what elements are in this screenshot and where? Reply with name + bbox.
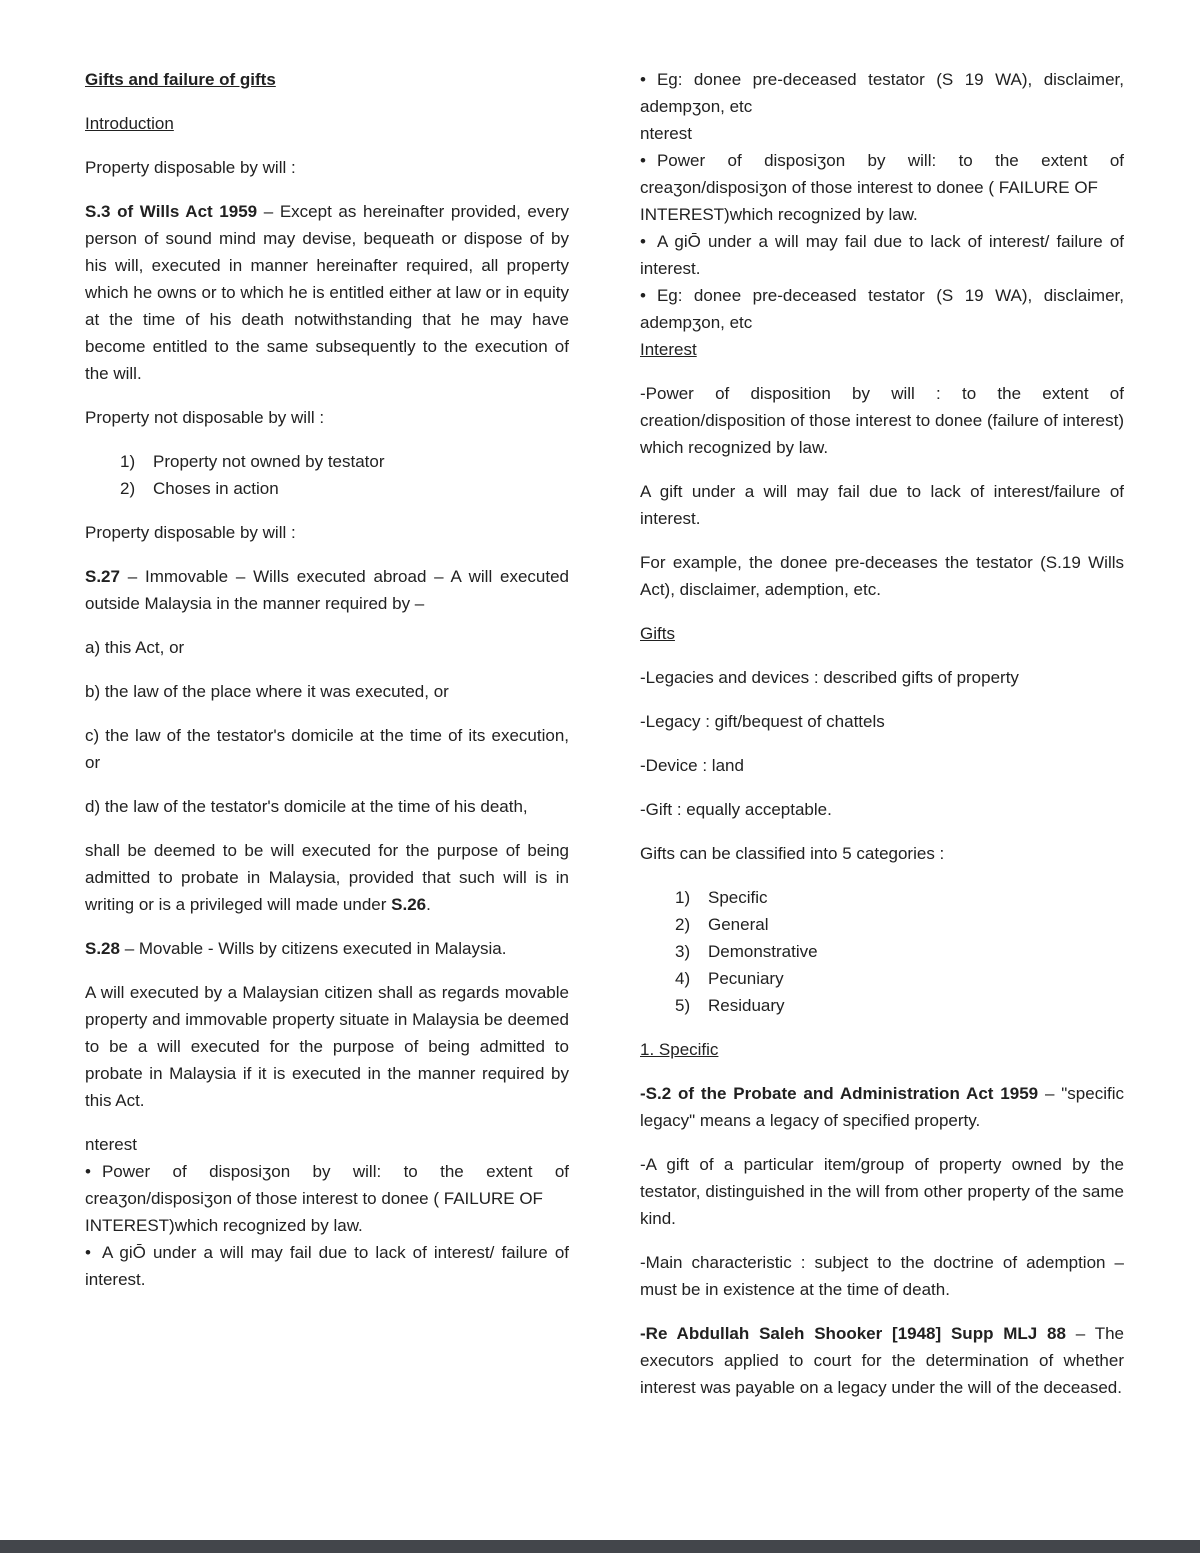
numbered-list (640, 884, 1124, 1019)
paragraph (85, 678, 569, 705)
footer-bar (0, 1540, 1200, 1553)
text-run: – "specific legacy" means a legacy of specified property. (640, 1084, 1124, 1130)
bullet-icon: • (640, 151, 646, 170)
text-run: -A gift of a particular item/group of property owned by the testator, distinguished in the will from other property of the same kind. (640, 1155, 1124, 1228)
numbered-list (85, 448, 569, 502)
list-item-text: Property not owned by testator (153, 452, 385, 471)
text-run: INTEREST)which recognized by law. (85, 1216, 363, 1235)
paragraph (640, 478, 1124, 532)
list-item-text: General (708, 915, 769, 934)
text-run: For example, the donee pre-deceases the testator (S.19 Wills Act), disclaimer, ademption, etc. (640, 553, 1124, 599)
text-run: – Movable - Wills by citizens executed in Malaysia. (119, 939, 507, 958)
text-run: d) the law of the testator's domicile at the time of his death, (85, 797, 528, 816)
paragraph (640, 1249, 1124, 1303)
list-item-text: Residuary (708, 996, 785, 1015)
list-item-text: Choses in action (153, 479, 279, 498)
text-run: nterest (640, 124, 692, 143)
text-run: -Main characteristic : subject to the doctrine of ademption – must be in existence at the time of death. (640, 1253, 1124, 1299)
paragraph (85, 979, 569, 1114)
right-column (640, 66, 1124, 1418)
paragraph (85, 1131, 569, 1158)
bullet-item (85, 1239, 569, 1293)
text-run: – Immovable – Wills executed abroad – A will executed outside Malaysia in the manner required by – (85, 567, 569, 613)
text-run: shall be deemed to be will executed for the purpose of being admitted to probate in Malaysia, provided that such will is in writing or is a privileged will made under (85, 841, 569, 914)
paragraph (640, 549, 1124, 603)
bullet-icon: • (85, 1243, 91, 1262)
paragraph (640, 201, 1124, 228)
text-run: nterest (85, 1135, 137, 1154)
paragraph (640, 1320, 1124, 1401)
list-number: 5) (675, 996, 691, 1015)
text-run: A will executed by a Malaysian citizen shall as regards movable property and immovable property situate in Malaysia be deemed to be a will executed for the purpose of being admitted to probate in Malaysia if it is executed in the manner required by this Act. (85, 983, 569, 1110)
text-run: b) the law of the place where it was executed, or (85, 682, 449, 701)
list-number: 3) (675, 942, 691, 961)
paragraph (640, 380, 1124, 461)
section-heading: Interest (640, 340, 697, 359)
paragraph (85, 793, 569, 820)
bullet-icon: • (640, 232, 646, 251)
paragraph (85, 837, 569, 918)
section-heading: Gifts (640, 624, 675, 643)
bullet-icon: • (85, 1162, 91, 1181)
text-run: Eg: donee pre-deceased testator (S 19 WA), disclaimer, adempʒon, etc (640, 286, 1124, 332)
bold-text-run: S.26 (391, 895, 427, 914)
text-run: Power of disposiʒon by will: to the extent of creaʒon/disposiʒon of those interest to donee ( FAILURE OF (85, 1162, 569, 1208)
paragraph (640, 840, 1124, 867)
bold-text-run: S.27 (85, 567, 120, 586)
text-run: Gifts can be classified into 5 categories : (640, 844, 945, 863)
list-number: 4) (675, 969, 691, 988)
list-item (120, 448, 569, 475)
paragraph (640, 752, 1124, 779)
text-run: INTEREST)which recognized by law. (640, 205, 918, 224)
text-run: c) the law of the testator's domicile at the time of its execution, or (85, 726, 569, 772)
text-run: Property disposable by will : (85, 523, 296, 542)
bold-text-run: -Re Abdullah Saleh Shooker [1948] Supp MLJ 88 (640, 1324, 1066, 1343)
paragraph (85, 563, 569, 617)
text-run: . (426, 895, 431, 914)
paragraph (640, 1080, 1124, 1134)
paragraph (85, 722, 569, 776)
paragraph (640, 796, 1124, 823)
list-item-text: Demonstrative (708, 942, 818, 961)
bold-text-run: -S.2 of the Probate and Administration Act 1959 (640, 1084, 1039, 1103)
list-item-text: Pecuniary (708, 969, 784, 988)
list-item (120, 475, 569, 502)
list-number: 2) (120, 479, 136, 498)
list-number: 2) (675, 915, 691, 934)
paragraph (640, 708, 1124, 735)
list-item-text: Specific (708, 888, 768, 907)
bold-text-run: S.3 of Wills Act 1959 (85, 202, 258, 221)
paragraph (85, 198, 569, 387)
paragraph (85, 154, 569, 181)
bullet-icon: • (640, 70, 646, 89)
text-run: Property not disposable by will : (85, 408, 325, 427)
text-run: -Device : land (640, 756, 744, 775)
paragraph (640, 1151, 1124, 1232)
text-run: A giŌ under a will may fail due to lack of interest/ failure of interest. (85, 1243, 569, 1289)
text-run: – The executors applied to court for the determination of whether interest was payable on a legacy under the will of the deceased. (640, 1324, 1125, 1397)
paragraph (640, 664, 1124, 691)
list-item (675, 965, 1124, 992)
text-run: -Power of disposition by will : to the extent of creation/disposition of those interest to donee (failure of interest) which recognized by law. (640, 384, 1124, 457)
text-run: a) this Act, or (85, 638, 185, 657)
text-run: Power of disposiʒon by will: to the extent of creaʒon/disposiʒon of those interest to donee ( FAILURE OF (640, 151, 1124, 197)
paragraph (85, 519, 569, 546)
paragraph (85, 935, 569, 962)
text-run: – Except as hereinafter provided, every person of sound mind may devise, bequeath or dispose of by his will, executed in manner hereinafter required, all property which he owns or to which he is entitled either at law or in equity at the time of his death notwithstanding that he may have become entitled to the same subsequently to the execution of the will. (85, 202, 569, 383)
text-run: A giŌ under a will may fail due to lack of interest/ failure of interest. (640, 232, 1124, 278)
list-item (675, 884, 1124, 911)
document-title: Gifts and failure of gifts (85, 70, 276, 89)
text-run: Property disposable by will : (85, 158, 296, 177)
text-run: Eg: donee pre-deceased testator (S 19 WA), disclaimer, adempʒon, etc (640, 70, 1124, 116)
bullet-item (85, 1158, 569, 1212)
paragraph (85, 404, 569, 431)
paragraph (85, 1212, 569, 1239)
bold-text-run: S.28 (85, 939, 120, 958)
bullet-item (640, 282, 1124, 336)
list-number: 1) (120, 452, 136, 471)
bullet-item (640, 147, 1124, 201)
list-number: 1) (675, 888, 691, 907)
bullet-item (640, 66, 1124, 120)
list-item (675, 938, 1124, 965)
list-item (675, 992, 1124, 1019)
text-run: -Legacies and devices : described gifts of property (640, 668, 1019, 687)
left-column (85, 66, 569, 1293)
bullet-item (640, 228, 1124, 282)
section-heading: 1. Specific (640, 1040, 719, 1059)
bullet-icon: • (640, 286, 646, 305)
text-run: -Gift : equally acceptable. (640, 800, 832, 819)
paragraph (85, 634, 569, 661)
list-item (675, 911, 1124, 938)
paragraph (640, 120, 1124, 147)
section-heading: Introduction (85, 114, 174, 133)
text-run: -Legacy : gift/bequest of chattels (640, 712, 885, 731)
text-run: A gift under a will may fail due to lack of interest/failure of interest. (640, 482, 1124, 528)
